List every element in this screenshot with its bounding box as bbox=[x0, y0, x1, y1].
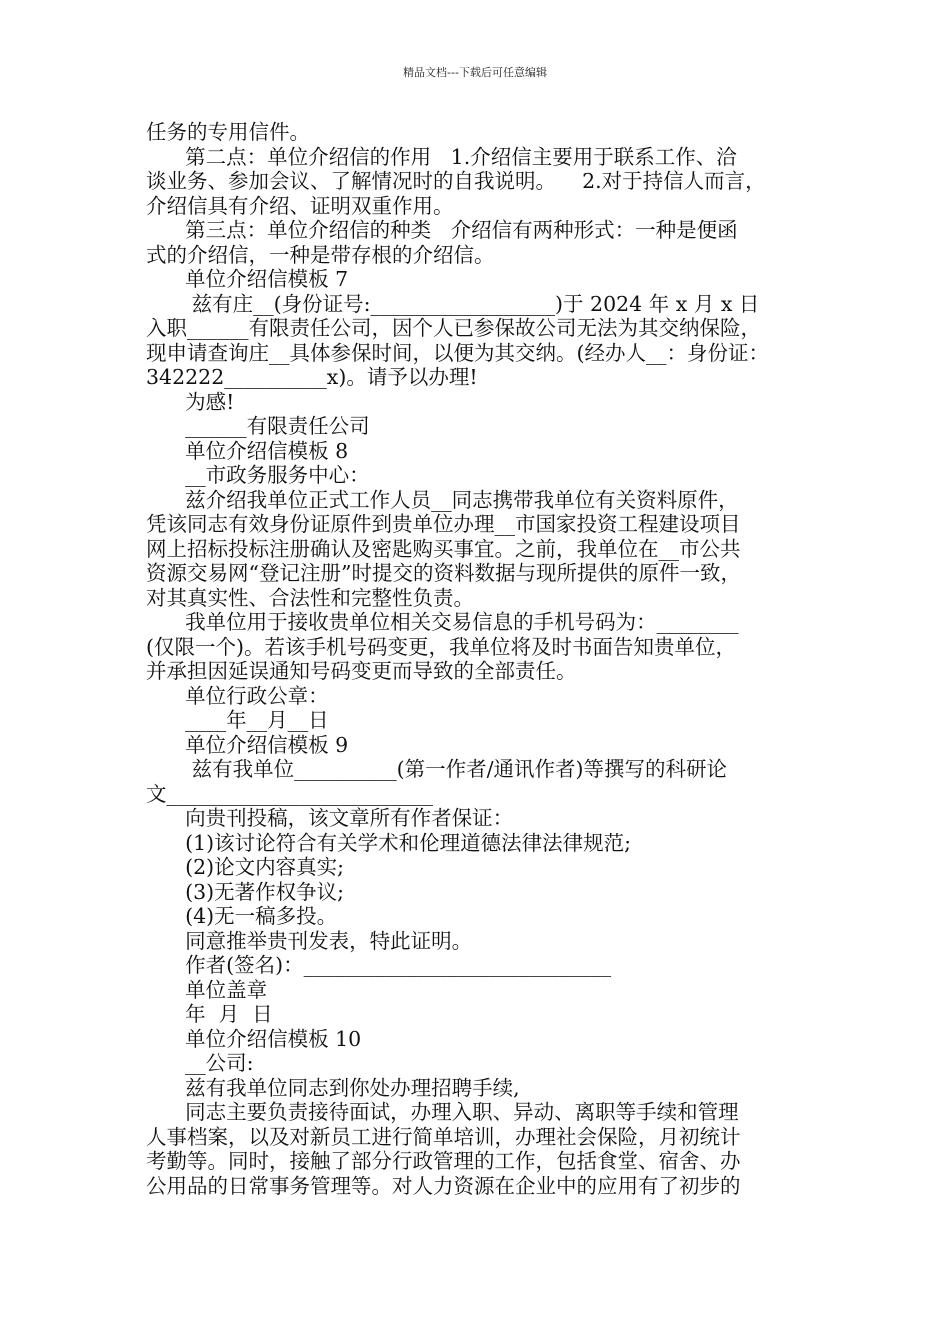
document-body bbox=[146, 120, 812, 1198]
text-line: __公司: bbox=[146, 1051, 254, 1075]
text-line: (1)该讨论符合有关学术和伦理道德法律法律规范; bbox=[146, 830, 632, 855]
text-line: ______有限责任公司 bbox=[146, 414, 370, 438]
text-line: 考勤等。同时，接触了部分行政管理的工作，包括食堂、宿舍、办 bbox=[146, 1149, 741, 1173]
text-line: 谈业务、参加会议、了解情况时的自我说明。 2.对于持信人而言， bbox=[146, 169, 766, 193]
text-line: 资源交易网“登记注册”时提交的资料数据与现所提供的原件一致， bbox=[146, 561, 741, 585]
text-line: 第二点：单位介绍信的作用 1.介绍信主要用于联系工作、洽 bbox=[146, 144, 737, 169]
text-line: 作者(签名)：______________________________ bbox=[146, 953, 612, 977]
text-line: (4)无一稿多投。 bbox=[146, 904, 338, 928]
text-line: 年 月 日 bbox=[146, 1002, 273, 1026]
text-line: 单位介绍信模板 9 bbox=[146, 732, 349, 757]
text-line: 公用品的日常事务管理等。对人力资源在企业中的应用有了初步的 bbox=[146, 1173, 741, 1198]
text-line: 人事档案，以及对新员工进行简单培训，办理社会保险，月初统计 bbox=[146, 1124, 741, 1149]
text-line: 介绍信具有介绍、证明双重作用。 bbox=[146, 193, 454, 218]
text-line: 任务的专用信件。 bbox=[146, 120, 310, 144]
text-line: 我单位用于接收贵单位相关交易信息的手机号码为：________ bbox=[146, 610, 739, 634]
text-line: 对其真实性、合法性和完整性负责。 bbox=[146, 585, 474, 610]
text-line: 网上招标投标注册确认及密匙购买事宜。之前，我单位在__市公共 bbox=[146, 536, 741, 561]
text-line: 兹有庄__(身份证号:__________________)于 2024 年 x 月 x 日 bbox=[146, 291, 760, 316]
text-line: 向贵刊投稿，该文章所有作者保证： bbox=[146, 806, 514, 830]
text-line: 单位盖章 bbox=[146, 977, 268, 1002]
text-line: 凭该同志有效身份证原件到贵单位办理__市国家投资工程建设项目 bbox=[146, 512, 741, 536]
text-line: 兹有我单位__________(第一作者/通讯作者)等撰写的科研论 bbox=[146, 757, 728, 781]
text-line: 为感! bbox=[146, 389, 235, 414]
text-line: 单位介绍信模板 7 bbox=[146, 267, 349, 291]
text-line: 兹介绍我单位正式工作人员__同志携带我单位有关资料原件， bbox=[146, 487, 739, 512]
text-line: 第三点：单位介绍信的种类 介绍信有两种形式：一种是便函 bbox=[146, 218, 738, 242]
text-line: ____年__月__日 bbox=[146, 708, 329, 732]
text-line: 并承担因延误通知号码变更而导致的全部责任。 bbox=[146, 659, 577, 683]
text-line: __市政务服务中心： bbox=[146, 463, 370, 487]
text-line: 单位介绍信模板 8 bbox=[146, 438, 349, 463]
text-line: 同志主要负责接待面试，办理入职、异动、离职等手续和管理 bbox=[146, 1100, 739, 1124]
page-header: 精品文档---下载后可任意编辑 bbox=[403, 66, 547, 79]
text-line: 文__________________________ bbox=[146, 781, 433, 806]
text-line: (仅限一个)。若该手机号码变更，我单位将及时书面告知贵单位， bbox=[146, 634, 736, 659]
text-line: (2)论文内容真实; bbox=[146, 855, 345, 879]
text-line: 同意推举贵刊发表，特此证明。 bbox=[146, 928, 473, 953]
text-line: 单位介绍信模板 10 bbox=[146, 1026, 362, 1051]
text-line: 兹有我单位同志到你处办理招聘手续, bbox=[146, 1075, 520, 1100]
text-line: 现申请查询庄__具体参保时间，以便为其交纳。(经办人__：身份证： bbox=[146, 340, 769, 365]
text-line: 式的介绍信，一种是带存根的介绍信。 bbox=[146, 242, 495, 267]
text-line: 单位行政公章： bbox=[146, 683, 329, 708]
text-line: (3)无著作权争议; bbox=[146, 879, 345, 904]
text-line: 342222__________x)。请予以办理! bbox=[146, 365, 478, 389]
text-line: 入职______有限责任公司，因个人已参保故公司无法为其交纳保险， bbox=[146, 316, 761, 340]
